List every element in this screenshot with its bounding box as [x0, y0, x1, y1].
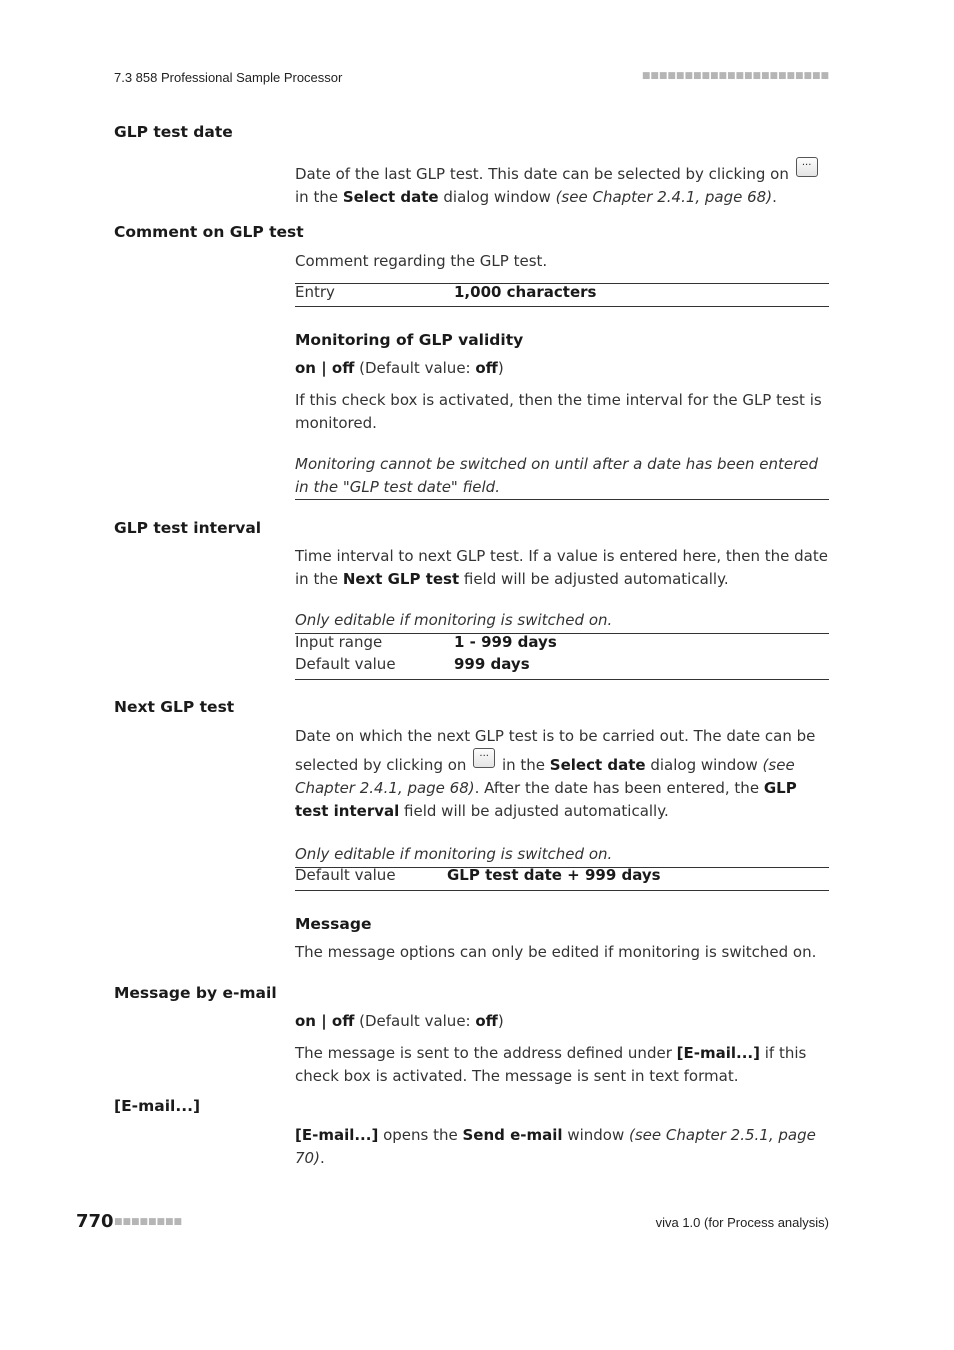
- table-value: 1 - 999 days: [454, 633, 557, 651]
- next-glp-test-description: Date on which the next GLP test is to be carried out. The date can be selected by clicking on ··· in the Select date dialog window (see Chapter 2.4.1, page 68). After the date has been entered, the GLP test interval field will be adjusted automatically.: [295, 727, 816, 820]
- table-rule: [295, 890, 829, 891]
- table-value: 1,000 characters: [454, 283, 597, 301]
- note-rule: [295, 499, 829, 500]
- term-email-button: [E-mail...]: [114, 1097, 201, 1115]
- table-rule: [295, 306, 829, 307]
- running-header: 7.3 858 Professional Sample Processor: [114, 70, 343, 85]
- table-key: Input range: [295, 633, 383, 651]
- monitoring-options: on | off (Default value: off): [295, 359, 504, 377]
- table-key: Default value: [295, 655, 396, 673]
- table-rule: [295, 679, 829, 680]
- table-value: GLP test date + 999 days: [447, 866, 661, 884]
- table-row-default-value: [295, 866, 829, 888]
- table-key: Entry: [295, 283, 335, 301]
- glp-test-interval-description: Time interval to next GLP test. If a value is entered here, then the date in the Next GLP test field will be adjusted automatically.: [295, 547, 828, 588]
- next-glp-note: Only editable if monitoring is switched on.: [295, 845, 613, 863]
- message-by-email-description: The message is sent to the address defined under [E-mail...] if this check box is activated. The message is sent in text format.: [295, 1044, 807, 1085]
- monitoring-note: Monitoring cannot be switched on until after a date has been entered in the "GLP test date" field.: [295, 455, 819, 496]
- message-by-email-options: on | off (Default value: off): [295, 1012, 504, 1030]
- interval-note: Only editable if monitoring is switched on.: [295, 611, 613, 629]
- term-comment-on-glp-test: Comment on GLP test: [114, 223, 304, 241]
- ellipsis-button-icon: ···: [473, 748, 495, 768]
- table-value: 999 days: [454, 655, 530, 673]
- term-message-by-email: Message by e-mail: [114, 984, 277, 1002]
- table-row-entry: [295, 283, 829, 305]
- header-decoration: ■■■■■■■■■■■■■■■■■■■■■■: [641, 71, 829, 81]
- glp-test-date-description: Date of the last GLP test. This date can be selected by clicking on ··· in the Select date dialog window (see Chapter 2.4.1, page 68).: [295, 157, 829, 208]
- table-row-input-range: [295, 633, 829, 655]
- footer-decoration: ■■■■■■■■: [114, 1217, 183, 1227]
- subheading-message: Message: [295, 915, 372, 933]
- term-glp-test-interval: GLP test interval: [114, 519, 262, 537]
- monitoring-description: If this check box is activated, then the time interval for the GLP test is monitored.: [295, 391, 822, 432]
- table-row-default-value: [295, 655, 829, 677]
- table-key: Default value: [295, 866, 396, 884]
- term-glp-test-date: GLP test date: [114, 123, 233, 141]
- comment-description: Comment regarding the GLP test.: [295, 252, 548, 270]
- email-button-description: [E-mail...] opens the Send e-mail window (see Chapter 2.5.1, page 70).: [295, 1126, 816, 1167]
- ellipsis-button-icon: ···: [796, 157, 818, 177]
- subheading-monitoring: Monitoring of GLP validity: [295, 331, 524, 349]
- message-description: The message options can only be edited if monitoring is switched on.: [295, 943, 817, 961]
- footer-product: viva 1.0 (for Process analysis): [655, 1215, 829, 1230]
- term-next-glp-test: Next GLP test: [114, 698, 235, 716]
- page-number: 770: [76, 1211, 114, 1232]
